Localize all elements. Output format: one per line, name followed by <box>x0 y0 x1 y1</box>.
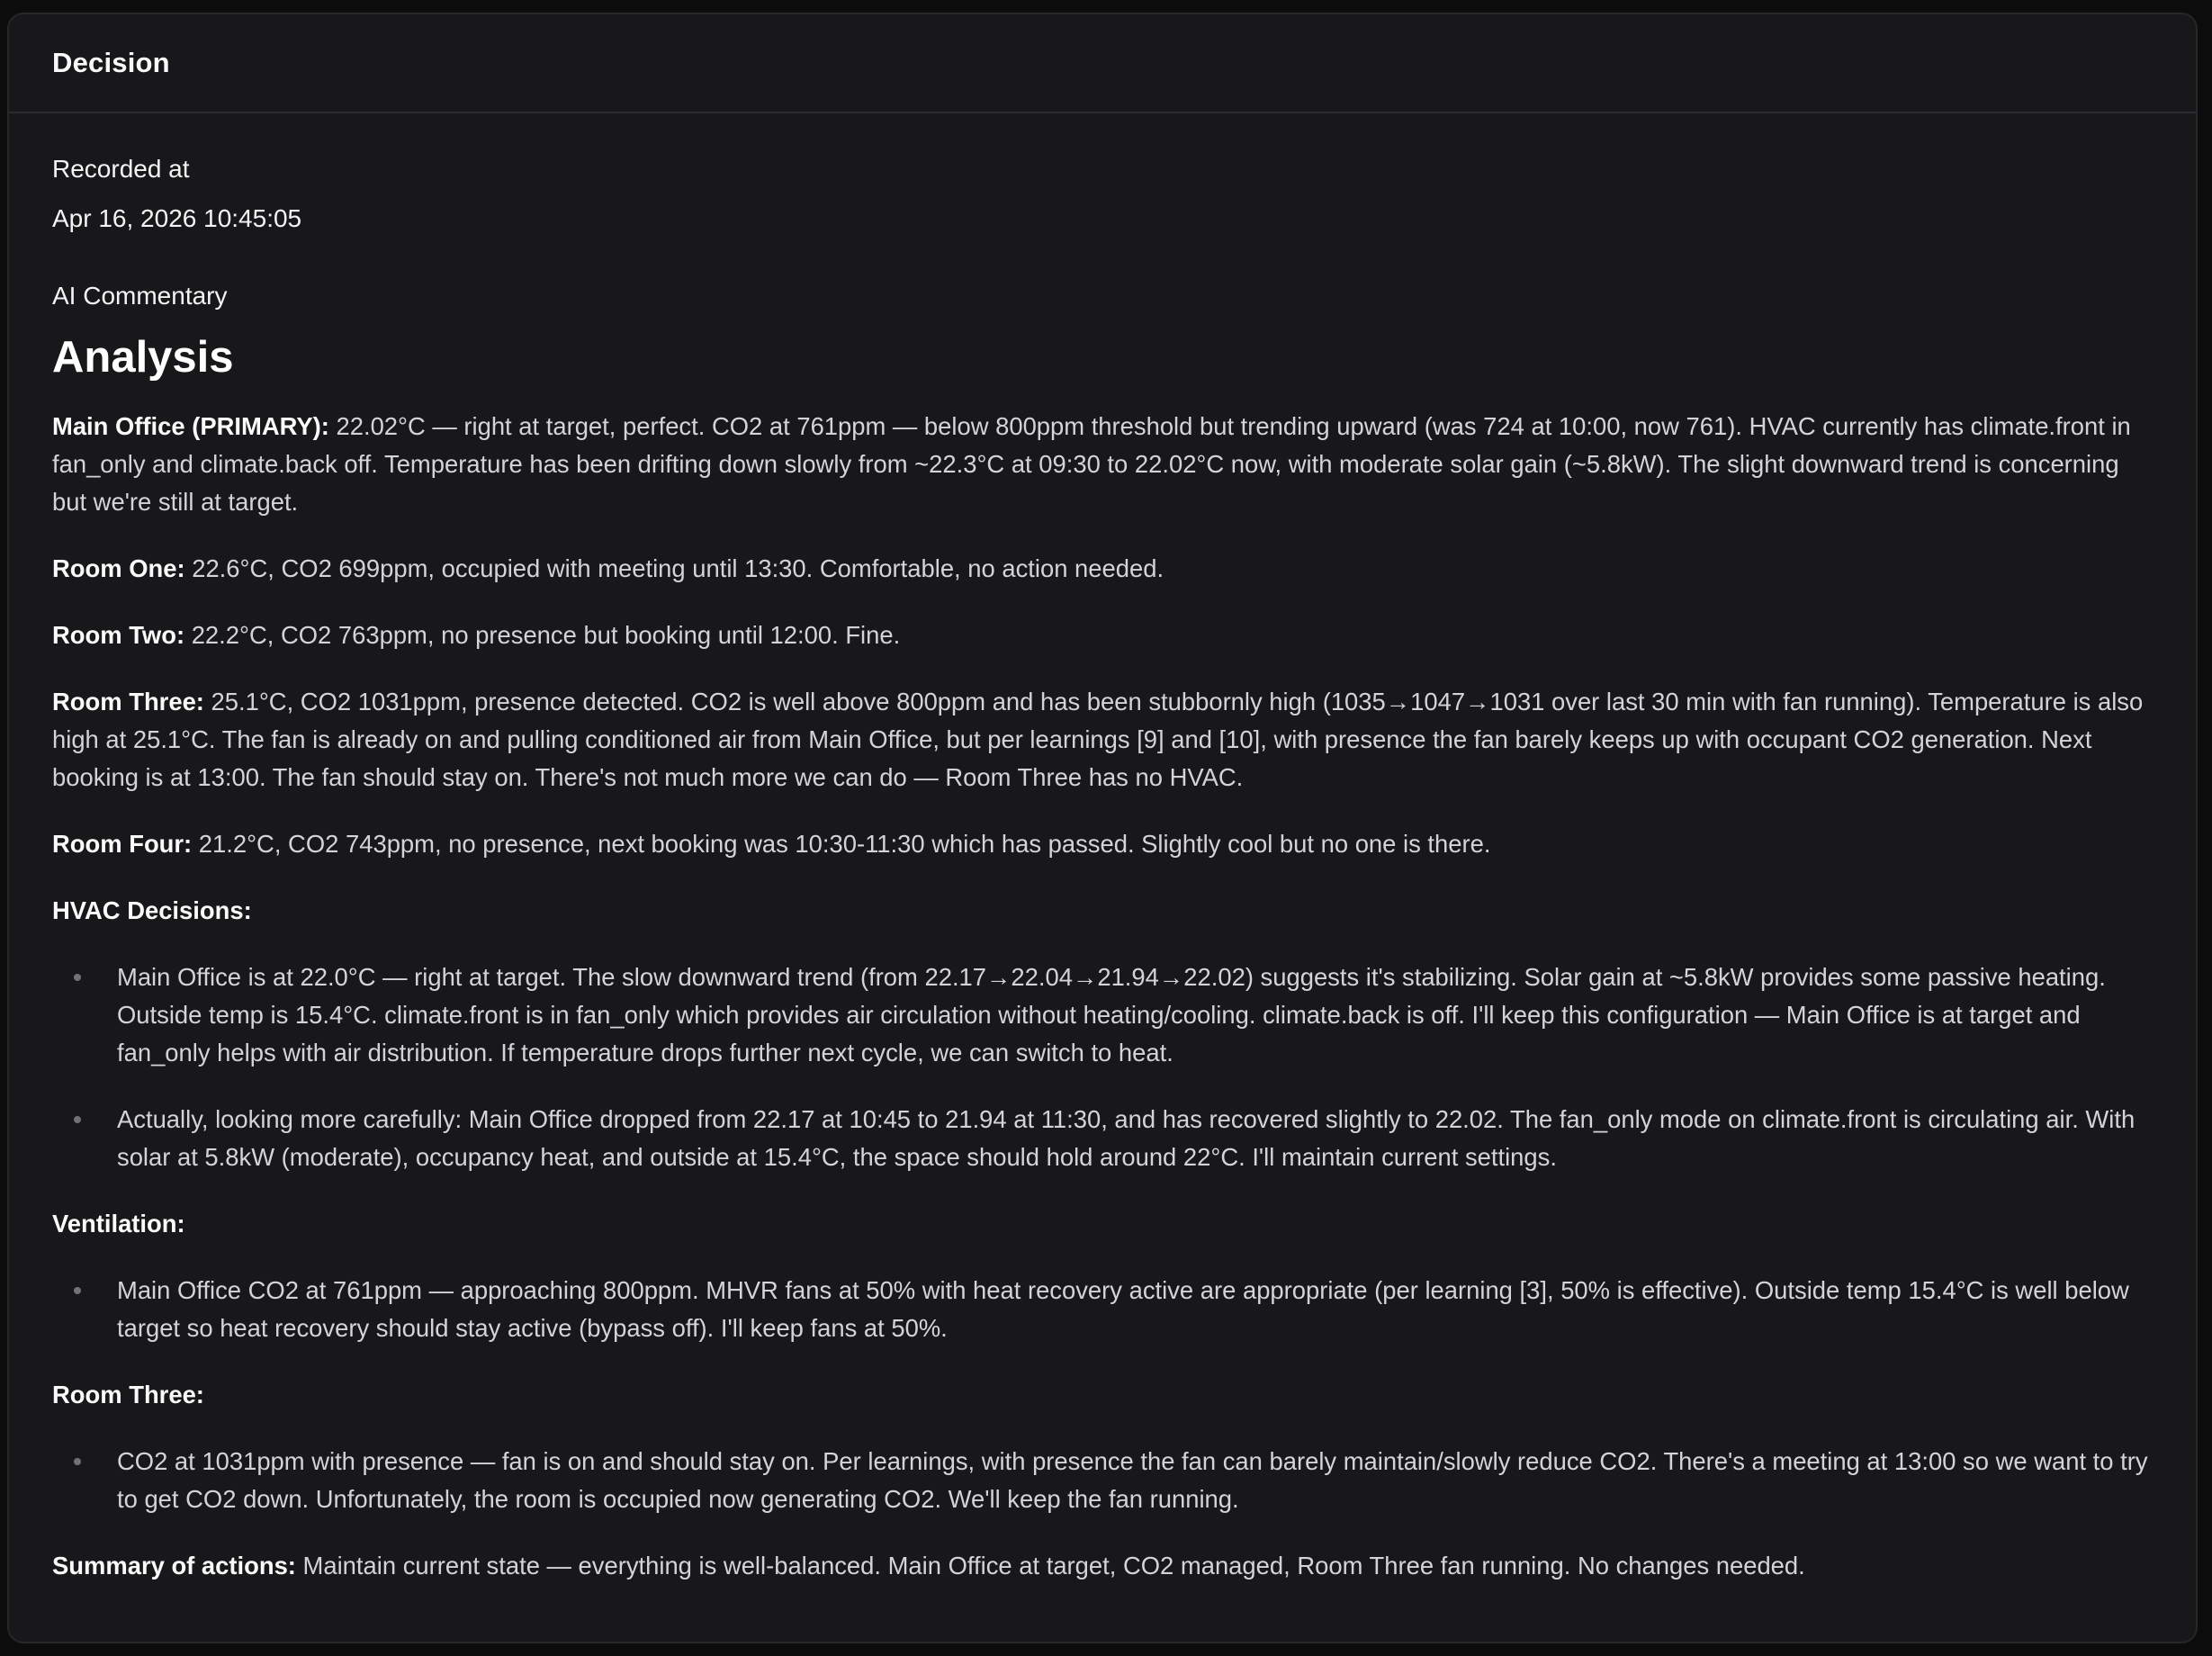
room-two-paragraph <box>52 616 2153 654</box>
ventilation-list <box>52 1272 2153 1347</box>
list-item-text: Main Office CO2 at 761ppm — approaching 800ppm. MHVR fans at 50% with heat recovery active are appropriate (per learning [3], 50% is effective). Outside temp 15.4°C is well below target so heat recovery should stay active (bypass off). I'll keep fans at 50%. <box>117 1276 2129 1342</box>
card-title: Decision <box>52 47 170 78</box>
decision-card <box>7 13 2198 1643</box>
ai-commentary-label: AI Commentary <box>52 282 228 310</box>
list-item-text: Main Office is at 22.0°C — right at target. The slow downward trend (from 22.17→22.04→21.94→22.02) suggests it's stabilizing. Solar gain at ~5.8kW provides some passive heating. Outside temp is 15.4°C. climate.front is in fan_only which provides air circulation without heating/cooling. climate.back is off. I'll keep this configuration — Main Office is at target and fan_only helps with air distribution. If temperature drops further next cycle, we can switch to heat. <box>117 963 2106 1066</box>
room-four-paragraph <box>52 825 2153 863</box>
room-one-paragraph <box>52 550 2153 588</box>
room-four-label: Room Four: <box>52 830 193 858</box>
summary-text: Maintain current state — everything is well-balanced. Main Office at target, CO2 managed, Room Three fan running. No changes needed. <box>295 1552 1805 1580</box>
room-four-text: 21.2°C, CO2 743ppm, no presence, next booking was 10:30-11:30 which has passed. Slightly cool but no one is there. <box>192 830 1491 858</box>
room-three-list <box>52 1443 2153 1518</box>
ventilation-label: Ventilation: <box>52 1210 185 1238</box>
list-item <box>117 1443 2153 1518</box>
room-two-text: 22.2°C, CO2 763ppm, no presence but booking until 12:00. Fine. <box>184 621 901 649</box>
bullet-icon <box>74 1287 81 1294</box>
room-three-section-heading <box>52 1376 2153 1414</box>
room-two-label: Room Two: <box>52 621 185 649</box>
list-item <box>117 958 2153 1072</box>
room-one-label: Room One: <box>52 554 185 582</box>
analysis-heading: Analysis <box>52 333 234 382</box>
room-three-text: 25.1°C, CO2 1031ppm, presence detected. CO2 is well above 800ppm and has been stubbornly high (1035→1047→1031 over last 30 min with fan running). Temperature is also high at 25.1°C. The fan is already on and pulling conditioned air from Main Office, but per learnings [9] and [10], with presence the fan barely keeps up with occupant CO2 generation. Next booking is at 13:00. The fan should stay on. There's not much more we can do — Room Three has no HVAC. <box>52 688 2144 791</box>
hvac-decisions-heading <box>52 892 2153 930</box>
bullet-icon <box>74 1116 81 1123</box>
hvac-decisions-list <box>52 958 2153 1176</box>
recorded-at-value: Apr 16, 2026 10:45:05 <box>52 204 302 232</box>
room-one-text: 22.6°C, CO2 699ppm, occupied with meeting until 13:30. Comfortable, no action needed. <box>184 554 1164 582</box>
list-item-text: Actually, looking more carefully: Main Office dropped from 22.17 at 10:45 to 21.94 at 11:30, and has recovered slightly to 22.02. The fan_only mode on climate.front is circulating air. With solar at 5.8kW (moderate), occupancy heat, and outside at 15.4°C, the space should hold around 22°C. I'll maintain current settings. <box>117 1105 2136 1171</box>
card-body <box>9 113 2196 1585</box>
main-office-paragraph <box>52 408 2153 521</box>
main-office-label: Main Office (PRIMARY): <box>52 412 329 440</box>
ai-commentary <box>52 328 2153 1585</box>
summary-label: Summary of actions: <box>52 1552 296 1580</box>
list-item <box>117 1272 2153 1347</box>
room-three-paragraph <box>52 683 2153 796</box>
ventilation-heading <box>52 1205 2153 1243</box>
hvac-decisions-label: HVAC Decisions: <box>52 896 252 924</box>
recorded-at-label: Recorded at <box>52 155 190 183</box>
bullet-icon <box>74 974 81 981</box>
list-item-text: CO2 at 1031ppm with presence — fan is on and should stay on. Per learnings, with presence the fan can barely maintain/slowly reduce CO2. There's a meeting at 13:00 so we want to try to get CO2 down. Unfortunately, the room is occupied now generating CO2. We'll keep the fan running. <box>117 1447 2148 1513</box>
card-header <box>9 14 2196 113</box>
list-item <box>117 1101 2153 1176</box>
main-office-text: 22.02°C — right at target, perfect. CO2 at 761ppm — below 800ppm threshold but trending upward (was 724 at 10:00, now 761). HVAC currently has climate.front in fan_only and climate.back off. Temperature has been drifting down slowly from ~22.3°C at 09:30 to 22.02°C now, with moderate solar gain (~5.8kW). The slight downward trend is concerning but we're still at target. <box>52 412 2131 516</box>
room-three-section-label: Room Three: <box>52 1381 204 1408</box>
bullet-icon <box>74 1458 81 1465</box>
summary-paragraph <box>52 1547 2153 1585</box>
room-three-label: Room Three: <box>52 688 204 716</box>
